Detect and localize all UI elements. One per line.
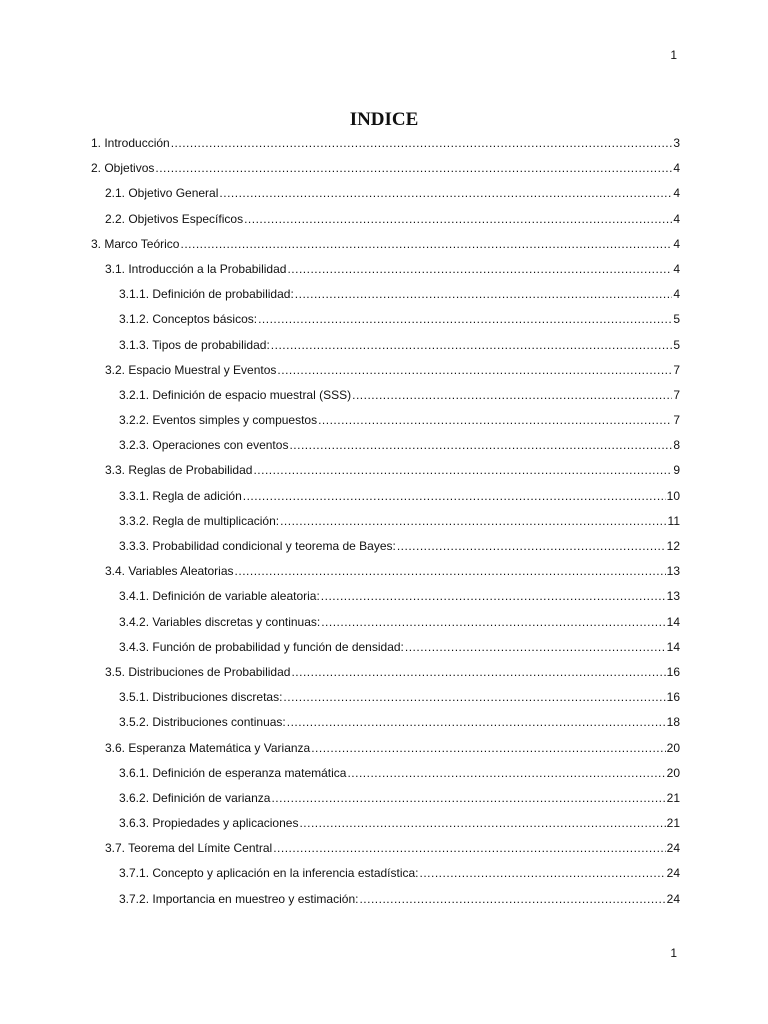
- toc-entry[interactable]: [91, 710, 680, 735]
- toc-dot-leader: [295, 282, 673, 307]
- toc-entry-label: 3.5. Distribuciones de Probabilidad: [105, 664, 291, 679]
- toc-entry-label: 3.4.2. Variables discretas y continuas:: [119, 614, 321, 629]
- toc-dot-leader: [311, 736, 665, 761]
- toc-entry-page-number: 4: [673, 161, 680, 176]
- toc-entry-label: 3.1. Introducción a la Probabilidad: [105, 261, 287, 276]
- toc-entry-page-number: 4: [673, 236, 680, 251]
- toc-entry[interactable]: [91, 156, 680, 181]
- toc-entry[interactable]: [91, 333, 680, 358]
- toc-dot-leader: [219, 181, 672, 206]
- toc-entry-page-number: 11: [667, 513, 680, 528]
- toc-dot-leader: [180, 232, 672, 257]
- toc-entry-page-number: 4: [673, 261, 680, 276]
- toc-dot-leader: [244, 207, 672, 232]
- toc-entry-page-number: 5: [673, 337, 680, 352]
- toc-entry-page-number: 16: [666, 664, 680, 679]
- toc-entry[interactable]: [91, 509, 680, 534]
- toc-entry[interactable]: [91, 559, 680, 584]
- toc-dot-leader: [171, 131, 673, 156]
- toc-entry-page-number: 7: [673, 413, 680, 428]
- toc-entry-label: 3.7.2. Importancia en muestreo y estimación:: [119, 891, 359, 906]
- toc-entry-label: 3.2.2. Eventos simples y compuestos: [119, 413, 318, 428]
- toc-entry-page-number: 8: [673, 438, 680, 453]
- toc-entry-page-number: 18: [666, 715, 680, 730]
- toc-entry-page-number: 14: [666, 614, 680, 629]
- toc-entry-label: 3.6.1. Definición de esperanza matemática: [119, 765, 347, 780]
- toc-entry[interactable]: [91, 181, 680, 206]
- toc-entry[interactable]: [91, 861, 680, 886]
- toc-entry-page-number: 24: [666, 891, 680, 906]
- toc-entry-label: 3.4. Variables Aleatorias: [105, 564, 234, 579]
- toc-entry-page-number: 7: [673, 387, 680, 402]
- toc-dot-leader: [271, 333, 673, 358]
- toc-entry-page-number: 12: [666, 539, 680, 553]
- toc-entry-page-number: 20: [666, 765, 680, 780]
- footer-page-number: 1: [670, 946, 677, 960]
- toc-entry[interactable]: [91, 811, 680, 836]
- toc-entry-label: 3.6. Esperanza Matemática y Varianza: [105, 740, 311, 755]
- toc-entry[interactable]: [91, 257, 680, 282]
- toc-dot-leader: [291, 660, 665, 685]
- toc-entry[interactable]: [91, 433, 680, 458]
- toc-entry[interactable]: [91, 458, 680, 483]
- toc-entry-label: 2. Objetivos: [91, 161, 155, 176]
- toc-entry[interactable]: [91, 408, 680, 433]
- toc-entry-page-number: 13: [666, 564, 680, 579]
- toc-entry[interactable]: [91, 836, 680, 861]
- toc-entry-label: 3.1.3. Tipos de probabilidad:: [119, 337, 270, 352]
- toc-dot-leader: [235, 559, 666, 584]
- toc-entry[interactable]: [91, 635, 680, 660]
- toc-entry-page-number: 3: [673, 136, 680, 150]
- toc-entry-label: 3.6.2. Definición de varianza: [119, 790, 271, 805]
- toc-entry-page-number: 16: [666, 690, 680, 705]
- toc-entry-page-number: 4: [673, 211, 680, 226]
- header-page-number: 1: [670, 48, 677, 62]
- toc-entry-page-number: 24: [666, 841, 680, 856]
- toc-entry[interactable]: [91, 685, 680, 710]
- toc-entry[interactable]: [91, 307, 680, 332]
- toc-dot-leader: [397, 534, 666, 559]
- toc-entry-label: 3.3.3. Probabilidad condicional y teorema de Bayes:: [119, 539, 396, 553]
- toc-entry[interactable]: [91, 610, 680, 635]
- toc-dot-leader: [347, 761, 665, 786]
- toc-dot-leader: [321, 610, 665, 635]
- toc-dot-leader: [287, 710, 666, 735]
- toc-entry-label: 3.2.3. Operaciones con eventos: [119, 438, 289, 453]
- toc-dot-leader: [318, 408, 672, 433]
- toc-entry-label: 3.2.1. Definición de espacio muestral (SSS): [119, 387, 352, 402]
- toc-entry-label: 3.7.1. Concepto y aplicación en la inferencia estadística:: [119, 866, 419, 881]
- toc-entry-page-number: 7: [673, 362, 680, 377]
- toc-dot-leader: [273, 836, 665, 861]
- toc-entry-page-number: 4: [673, 287, 680, 302]
- toc-entry-page-number: 13: [666, 589, 680, 604]
- toc-entry-label: 3.5.2. Distribuciones continuas:: [119, 715, 286, 730]
- toc-entry-page-number: 9: [673, 463, 680, 478]
- toc-entry[interactable]: [91, 383, 680, 408]
- toc-entry[interactable]: [91, 736, 680, 761]
- toc-entry-label: 3.3.1. Regla de adición: [119, 488, 242, 503]
- toc-entry-page-number: 20: [666, 740, 680, 755]
- toc-entry[interactable]: [91, 786, 680, 811]
- toc-entry[interactable]: [91, 207, 680, 232]
- toc-entry-label: 3.4.3. Función de probabilidad y función de densidad:: [119, 639, 404, 654]
- toc-entry[interactable]: [91, 761, 680, 786]
- toc-entry[interactable]: [91, 358, 680, 383]
- toc-entry-label: 3.4.1. Definición de variable aleatoria:: [119, 589, 320, 604]
- toc-dot-leader: [243, 484, 666, 509]
- toc-dot-leader: [287, 257, 672, 282]
- toc-dot-leader: [420, 861, 666, 886]
- toc-entry-label: 2.1. Objetivo General: [105, 186, 219, 201]
- toc-entry-label: 1. Introducción: [91, 136, 170, 150]
- toc-entry-label: 3.7. Teorema del Límite Central: [105, 841, 273, 856]
- toc-entry[interactable]: [91, 584, 680, 609]
- toc-entry-page-number: 21: [666, 816, 680, 831]
- table-of-contents: [91, 131, 680, 912]
- toc-dot-leader: [352, 383, 672, 408]
- toc-dot-leader: [289, 433, 672, 458]
- toc-entry-label: 3.3.2. Regla de multiplicación:: [119, 513, 280, 528]
- toc-dot-leader: [271, 786, 665, 811]
- toc-dot-leader: [359, 887, 665, 912]
- toc-entry[interactable]: [91, 660, 680, 685]
- toc-entry-page-number: 24: [666, 866, 680, 881]
- toc-dot-leader: [277, 358, 672, 383]
- toc-entry-page-number: 10: [666, 488, 680, 503]
- toc-dot-leader: [258, 307, 672, 332]
- toc-dot-leader: [299, 811, 665, 836]
- toc-dot-leader: [405, 635, 666, 660]
- toc-entry-label: 3. Marco Teórico: [91, 236, 180, 251]
- toc-entry-label: 3.5.1. Distribuciones discretas:: [119, 690, 283, 705]
- toc-entry-label: 3.6.3. Propiedades y aplicaciones: [119, 816, 299, 831]
- toc-entry[interactable]: [91, 282, 680, 307]
- toc-entry[interactable]: [91, 534, 680, 559]
- toc-entry[interactable]: [91, 484, 680, 509]
- toc-entry-label: 3.3. Reglas de Probabilidad: [105, 463, 253, 478]
- toc-entry-label: 2.2. Objetivos Específicos: [105, 211, 244, 226]
- toc-entry-label: 3.1.2. Conceptos básicos:: [119, 312, 258, 327]
- toc-dot-leader: [280, 509, 666, 534]
- toc-entry[interactable]: [91, 887, 680, 912]
- toc-dot-leader: [155, 156, 672, 181]
- toc-entry[interactable]: [91, 131, 680, 156]
- toc-dot-leader: [253, 458, 672, 483]
- toc-entry-page-number: 4: [673, 186, 680, 201]
- toc-entry-page-number: 21: [666, 790, 680, 805]
- document-title: INDICE: [349, 109, 419, 130]
- toc-entry[interactable]: [91, 232, 680, 257]
- toc-entry-page-number: 14: [666, 639, 680, 654]
- toc-entry-page-number: 5: [673, 312, 680, 327]
- toc-dot-leader: [321, 584, 666, 609]
- toc-entry-label: 3.2. Espacio Muestral y Eventos: [105, 362, 277, 377]
- toc-dot-leader: [283, 685, 665, 710]
- toc-entry-label: 3.1.1. Definición de probabilidad:: [119, 287, 294, 302]
